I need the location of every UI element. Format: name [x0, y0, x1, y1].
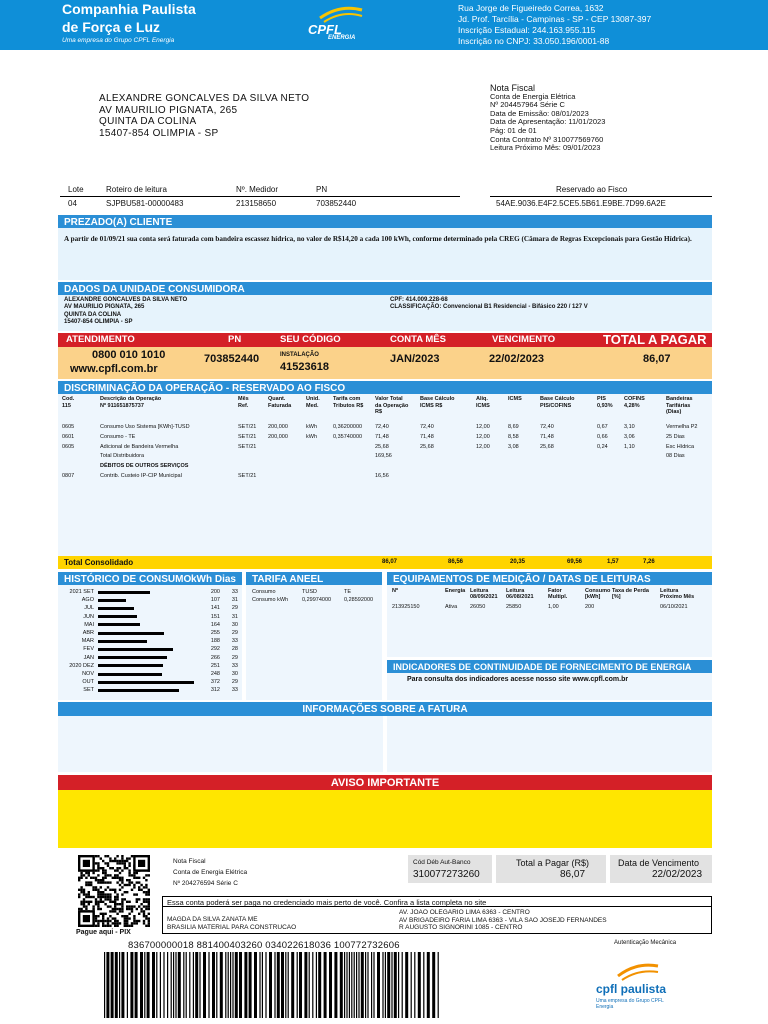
discrim-cell-0-8: 12,00: [476, 424, 490, 430]
h-conta-mes: CONTA MÊS: [390, 334, 446, 345]
unidade-district: QUINTA DA COLINA: [64, 311, 122, 318]
discrim-cell-5-6: 16,56: [375, 473, 389, 479]
vencimento-value: 22/02/2023: [489, 353, 545, 365]
atendimento-header: [58, 333, 712, 347]
discrim-header-11: PIS 0,93%: [597, 396, 613, 409]
hist-bar-10: [98, 673, 162, 676]
hist-bar-7: [98, 648, 173, 651]
hist-kwh-4: 164: [210, 621, 220, 628]
equip-header-5: Consumo [kWh]: [585, 588, 611, 600]
customer-address: [99, 93, 309, 139]
stub-venc-label: Data de Vencimento: [618, 858, 700, 868]
hist-bar-8: [98, 656, 167, 659]
barcode-digits: 836700000018 881400403260 034022618036 100772732606: [128, 940, 400, 951]
hist-bar-3: [98, 615, 137, 618]
hist-bar-11: [98, 681, 194, 684]
h-atendimento: ATENDIMENTO: [66, 334, 135, 345]
discrim-header-13: Bandeiras Tarifárias (Dias): [666, 396, 693, 415]
discrim-cell-1-5: 0,35740000: [333, 434, 363, 440]
stub-nota-number: Nº 204276594 Série C: [173, 880, 238, 887]
info-right: [387, 716, 712, 772]
total-consolidado-bar: [58, 556, 712, 569]
company-tagline: Uma empresa do Grupo CPFL Energia: [62, 37, 175, 44]
discrim-cell-2-7: 25,68: [420, 444, 434, 450]
total-consolidado-label: Total Consolidado: [64, 558, 134, 567]
meta-pn: 703852440: [316, 199, 357, 208]
tarifa-tusd: 0,29974000: [302, 597, 332, 603]
h-codigo: SEU CÓDIGO: [280, 334, 341, 345]
discrim-cell-0-7: 72,40: [420, 424, 434, 430]
hist-label-3: JUN: [83, 613, 94, 620]
hist-bar-5: [98, 632, 164, 635]
hist-bar-12: [98, 689, 179, 692]
stub-total-label: Total a Pagar (R$): [516, 858, 590, 868]
equip-cell-1: Ativa: [445, 604, 458, 610]
discrim-cell-1-10: 71,48: [540, 434, 554, 440]
hist-kwh-10: 248: [210, 671, 220, 677]
tc-valor: 86,07: [382, 559, 398, 565]
hist-dias-2: 29: [231, 605, 238, 612]
discrim-cell-5-2: SET/21: [238, 473, 257, 479]
hist-bar-9: [98, 664, 163, 667]
hist-bar-0: [98, 591, 150, 594]
discrim-cell-0-4: kWh: [306, 424, 317, 430]
discrim-cell-0-12: 3,10: [624, 424, 635, 430]
stub-cod: 310077273260: [413, 869, 480, 880]
brand-tagline: Uma empresa do Grupo CPFL Energia: [596, 998, 664, 1010]
historico-title: [58, 572, 242, 585]
conta-mes-value: JAN/2023: [390, 353, 440, 365]
site-link[interactable]: www.cpfl.com.br: [70, 363, 158, 375]
discrim-header-4: Unid. Med.: [306, 396, 320, 409]
tarifa-title: TARIFA ANEEL: [246, 572, 382, 585]
tc-basepis: 69,56: [567, 559, 583, 565]
hist-kwh-0: 200: [210, 589, 220, 595]
cpfl-paulista-logo: [596, 960, 676, 1010]
customer-street: AV MAURILIO PIGNATA, 265: [99, 104, 238, 116]
hist-kwh-9: 251: [210, 662, 220, 669]
phone: 0800 010 1010: [92, 349, 166, 361]
stub-venc-box: [610, 855, 712, 883]
logo-text-bottom: ENERGIA: [328, 35, 356, 41]
invoice-type: Nota Fiscal: [490, 83, 536, 93]
discrim-cell-1-11: 0,66: [597, 434, 608, 440]
customer-city: 15407-854 OLIMPIA - SP: [99, 127, 219, 139]
hist-kwh-7: 292: [210, 646, 220, 653]
discrim-cell-1-3: 200,000: [268, 434, 288, 440]
tarifa-box: [246, 585, 382, 700]
stub-total-box: [496, 855, 606, 883]
company-address-1: Rua Jorge de Figueiredo Correa, 1632: [458, 3, 604, 13]
tc-pis: 1,57: [607, 559, 619, 565]
hist-bar-4: [98, 623, 140, 626]
indicadores-box: [387, 673, 712, 700]
meta-h-lote: Lote: [68, 185, 84, 194]
hist-dias-8: 29: [231, 654, 238, 661]
discrim-cell-1-1: Consumo - TE: [100, 434, 136, 440]
hist-bar-2: [98, 607, 134, 610]
discrim-header-9: ICMS: [508, 396, 522, 402]
unidade-name: ALEXANDRE GONCALVES DA SILVA NETO: [64, 297, 188, 303]
indicadores-title: INDICADORES DE CONTINUIDADE DE FORNECIMENTO DE ENERGIA: [387, 660, 712, 673]
equip-cell-7: 06/10/2021: [660, 604, 688, 610]
invoice-number: Nº 204457964 Série C: [490, 100, 565, 110]
discrim-header-6: Valor Total da Operação R$: [375, 396, 409, 415]
hist-label-5: ABR: [82, 630, 94, 636]
equip-cell-2: 26050: [470, 604, 486, 610]
agent-addr-2: AV BRIGADEIRO FARIA LIMA 6363 - VILA SAO JOSEJD FERNANDES: [399, 916, 607, 924]
equip-cell-5: 200: [585, 604, 595, 610]
h-total: TOTAL A PAGAR: [603, 332, 707, 347]
equip-header-7: Leitura Próximo Mês: [660, 588, 695, 600]
agent-addr-3: R AUGUSTO SIGNORINI 1085 - CENTRO: [399, 924, 523, 931]
discrim-header-0: Cod. 115: [62, 396, 75, 409]
meta-h-roteiro: Roteiro de leitura: [106, 185, 167, 194]
discrim-cell-2-0: 0605: [62, 444, 75, 450]
discrim-cell-3-6: 169,56: [375, 453, 392, 459]
hist-kwh-3: 151: [210, 613, 220, 620]
meta-fisco: 54AE.9036.E4F2.5CE5.5B61.E9BE.7D99.6A2E: [496, 199, 666, 208]
discrim-cell-0-1: Consumo Uso Sistema [KWh]-TUSD: [100, 424, 190, 430]
hist-label-6: MAR: [81, 638, 94, 645]
stub-nota-subtype: Conta de Energia Elétrica: [173, 869, 248, 876]
company-name-1: Companhia Paulista: [62, 1, 196, 17]
info-left: [58, 716, 383, 772]
hist-dias-1: 31: [231, 597, 238, 604]
hist-label-1: AGO: [81, 597, 94, 604]
discrim-cell-2-10: 25,68: [540, 444, 554, 450]
stub-agents: [162, 907, 712, 934]
unidade-cpf: CPF: 414.009.228-68: [390, 297, 448, 303]
equip-header-0: Nº: [392, 588, 398, 594]
equip-title: EQUIPAMENTOS DE MEDIÇÃO / DATAS DE LEITURAS: [387, 572, 712, 585]
historico-title-text: HISTÓRICO DE CONSUMO: [64, 574, 192, 585]
discrim-cell-0-11: 0,67: [597, 424, 608, 430]
unidade-box: [58, 295, 712, 331]
equip-header-2: Leitura 08/09/2021: [470, 588, 498, 600]
hist-dias-5: 29: [231, 630, 238, 636]
hist-label-11: OUT: [82, 679, 94, 686]
invoice-info: [490, 84, 605, 153]
hist-dias-11: 29: [231, 679, 238, 686]
pix-qr-code[interactable]: [68, 855, 160, 929]
hist-dias-3: 31: [231, 613, 238, 620]
equip-header-4: Fator Multipl.: [548, 588, 568, 600]
agent-name-1: MAGDA DA SILVA ZANATA ME: [167, 916, 258, 923]
unidade-city: 15407-854 OLIMPIA - SP: [64, 318, 133, 325]
discrim-cell-2-9: 3,08: [508, 444, 519, 450]
hist-bar-6: [98, 640, 147, 643]
total-value: 86,07: [643, 353, 671, 365]
equip-header-1: Energia: [445, 588, 466, 594]
tc-base: 86,56: [448, 559, 464, 565]
tarifa-h3: TE: [344, 589, 352, 595]
discrim-header-12: COFINS 4,28%: [624, 396, 645, 409]
tc-icms: 20,35: [510, 559, 526, 565]
hist-dias-0: 33: [231, 589, 238, 595]
discrim-cell-0-5: 0,36200000: [333, 424, 363, 430]
discrim-cell-0-2: SET/21: [238, 424, 257, 430]
hist-dias-9: 33: [231, 662, 238, 669]
discrim-cell-1-13: 25 Dias: [666, 434, 685, 440]
stub-total: 86,07: [560, 869, 586, 880]
discrim-cell-3-1: Total Distribuidora: [100, 453, 145, 459]
indicadores-text: Para consulta dos indicadores acesse nosso site www.cpfl.com.br: [407, 676, 629, 683]
codigo-value: 41523618: [280, 361, 329, 373]
prezado-title: PREZADO(A) CLIENTE: [58, 215, 712, 228]
discrim-cell-1-6: 71,48: [375, 434, 389, 440]
hist-label-9: 2020 DEZ: [69, 662, 94, 669]
discrim-cell-1-7: 71,48: [420, 434, 434, 440]
hist-dias-12: 33: [231, 687, 238, 694]
discrim-cell-2-11: 0,24: [597, 444, 608, 450]
equip-cell-4: 1,00: [548, 604, 559, 610]
barcode: [104, 952, 444, 1018]
discrim-cell-1-2: SET/21: [238, 434, 257, 440]
discrim-cell-5-1: Contrib. Custeio IP-CIP Municipal: [100, 473, 182, 479]
company-cnpj: Inscrição no CNPJ: 33.050.196/0001-88: [458, 36, 610, 46]
stub-cod-box: [408, 855, 492, 883]
company-ie: Inscrição Estadual: 244.163.955.115: [458, 25, 596, 35]
invoice-emission: Data de Emissão: 08/01/2023: [490, 108, 589, 118]
discrim-cell-0-6: 72,40: [375, 424, 389, 430]
hist-kwh-1: 107: [210, 597, 220, 604]
meta-lote: 04: [68, 199, 77, 208]
discrim-cell-0-13: Vermelha P2: [666, 424, 698, 430]
pix-label: Pague aqui - PIX: [76, 929, 131, 936]
company-address-2: Jd. Prof. Tarcília - Campinas - SP - CEP 13087-397: [458, 14, 652, 24]
discrim-cell-2-8: 12,00: [476, 444, 490, 450]
stub-nota: [173, 856, 247, 889]
discrim-cell-2-12: 1,10: [624, 444, 635, 450]
prezado-text: A partir de 01/09/21 sua conta será faturada com bandeira escassez hídrica, no valor de R$14,20 a cada 100 kWh, conforme determinado pela CREG (Câmara de Regras Excepcionais para Gestão Hídrica).: [58, 228, 712, 280]
discrim-cell-2-1: Adicional de Bandeira Vermelha: [100, 444, 179, 450]
discrim-cell-1-12: 3,06: [624, 434, 635, 440]
discrim-cell-5-0: 0807: [62, 473, 75, 479]
discrim-header-8: Alíq. ICMS: [476, 396, 490, 409]
hist-label-4: MAI: [84, 621, 94, 628]
discrim-header-7: Base Cálculo ICMS R$: [420, 396, 455, 409]
invoice-next-reading: Leitura Próximo Mês: 09/01/2023: [490, 143, 601, 153]
instalacao-label: INSTALAÇÃO: [280, 352, 319, 358]
unidade-classificacao: CLASSIFICAÇÃO: Convencional B1 Residencial - Bifásico 220 / 127 V: [390, 304, 588, 311]
hist-kwh-12: 312: [210, 687, 220, 694]
cpfl-logo: [300, 4, 370, 44]
customer-district: QUINTA DA COLINA: [99, 116, 197, 127]
hist-label-0: 2021 SET: [69, 589, 94, 595]
agent-name-2: BRASILIA MATERIAL PARA CONSTRUCAO: [167, 923, 297, 931]
discrim-cell-1-4: kWh: [306, 434, 317, 440]
discrim-header-1: Descrição da Operação Nº 911651875737: [100, 396, 162, 409]
meta-roteiro: SJPBU581-00000483: [106, 199, 184, 208]
atendimento-values: [58, 347, 712, 379]
aviso-box: [58, 790, 712, 848]
hist-kwh-2: 141: [210, 605, 220, 612]
aviso-title: AVISO IMPORTANTE: [58, 775, 712, 790]
invoice-contract: Conta Contrato Nº 310077569760: [490, 134, 604, 144]
hist-kwh-11: 372: [210, 679, 220, 686]
h-vencimento: VENCIMENTO: [492, 334, 556, 345]
discrim-cell-2-6: 25,68: [375, 444, 389, 450]
meta-h-fisco: Reservado ao Fisco: [556, 185, 628, 194]
historico-units: kWh Dias: [190, 574, 236, 585]
hist-label-7: FEV: [83, 646, 94, 653]
discrim-header-5: Tarifa com Tributos R$: [333, 396, 364, 409]
h-pn: PN: [228, 334, 242, 345]
invoice-page: Pág: 01 de 01: [490, 125, 537, 135]
company-name-2: de Força e Luz: [62, 19, 161, 35]
tarifa-te: 0,28592000: [344, 597, 374, 603]
unidade-street: AV MAURILIO PIGNATA, 265: [64, 304, 145, 311]
discrim-cell-2-2: SET/21: [238, 444, 257, 450]
logo-text-top: CPFL: [308, 22, 342, 37]
customer-name: ALEXANDRE GONCALVES DA SILVA NETO: [99, 93, 310, 104]
hist-label-10: NOV: [82, 671, 94, 677]
hist-label-8: JAN: [83, 654, 94, 661]
equip-cell-3: 25850: [506, 604, 522, 610]
hist-dias-7: 28: [231, 646, 238, 653]
invoice-subtype: Conta de Energia Elétrica: [490, 91, 576, 101]
discrim-header-2: Mês Ref.: [238, 396, 249, 409]
discrim-cell-1-8: 12,00: [476, 434, 490, 440]
equip-header-6: Taxa de Perda [%]: [612, 588, 649, 600]
discrim-cell-0-3: 200,000: [268, 424, 288, 430]
discrim-cell-1-0: 0601: [62, 434, 75, 440]
tarifa-r1: Consumo kWh: [252, 597, 289, 603]
unidade-title: DADOS DA UNIDADE CONSUMIDORA: [58, 282, 712, 295]
discrim-header-10: Base Cálculo PIS/COFINS: [540, 396, 575, 409]
stub-notice: Essa conta poderá ser paga no credenciado mais perto de você. Confira a lista completa no site: [162, 896, 712, 907]
brand-name: cpfl paulista: [596, 982, 667, 996]
meta-h-medidor: Nº. Medidor: [236, 185, 279, 194]
hist-dias-6: 33: [231, 638, 238, 645]
hist-dias-10: 30: [231, 671, 238, 677]
stub-venc: 22/02/2023: [652, 869, 703, 880]
pn-value: 703852440: [204, 353, 260, 365]
tarifa-h2: TUSD: [302, 589, 317, 595]
hist-bar-1: [98, 599, 126, 602]
hist-label-12: SET: [83, 687, 94, 694]
hist-kwh-6: 188: [210, 638, 220, 645]
meta-medidor: 213158650: [236, 199, 277, 208]
equip-header-3: Leitura 06/08/2021: [506, 588, 534, 600]
hist-kwh-5: 255: [210, 630, 220, 636]
hist-label-2: JUL: [84, 605, 94, 612]
auth-label: Autenticação Mecânica: [614, 940, 677, 946]
discrim-cell-3-13: 08 Dias: [666, 453, 685, 459]
invoice-presentation: Data de Apresentação: 11/01/2023: [490, 117, 606, 127]
tc-cofins: 7,26: [643, 559, 655, 565]
discrim-cell-0-9: 8,69: [508, 424, 519, 430]
meta-h-pn: PN: [316, 185, 328, 194]
stub-cod-label: Cód Déb Aut-Banco: [413, 859, 471, 866]
discrim-cell-0-10: 72,40: [540, 424, 554, 430]
tarifa-h1: Consumo: [252, 589, 276, 595]
equip-cell-0: 213925150: [392, 604, 420, 610]
discrim-cell-4-1: DÉBITOS DE OUTROS SERVIÇOS: [100, 463, 189, 469]
hist-dias-4: 30: [231, 621, 238, 628]
info-title: INFORMAÇÕES SOBRE A FATURA: [58, 702, 712, 716]
discrim-cell-2-13: Esc Hídrica: [666, 444, 695, 450]
agent-addr-1: AV. JOAO OLEGARIO LIMA 6363 - CENTRO: [399, 909, 530, 916]
hist-kwh-8: 266: [210, 654, 220, 661]
discrim-header-3: Quant. Faturada: [268, 396, 292, 409]
discrim-cell-0-0: 0605: [62, 424, 75, 430]
discrim-title: DISCRIMINAÇÃO DA OPERAÇÃO - RESERVADO AO FISCO: [58, 381, 712, 394]
discrim-cell-1-9: 8,58: [508, 434, 519, 440]
stub-nota-type: Nota Fiscal: [173, 858, 206, 865]
